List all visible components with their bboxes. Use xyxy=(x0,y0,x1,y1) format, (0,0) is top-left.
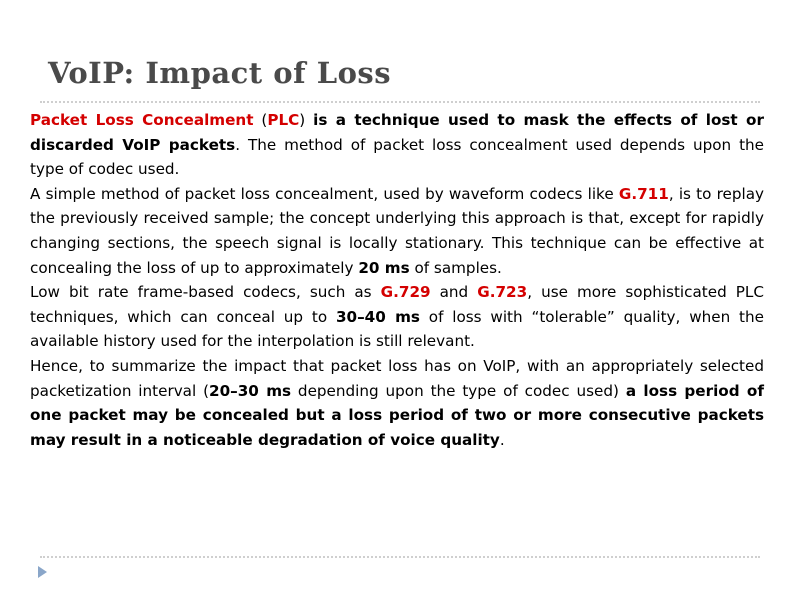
paragraph-summary xyxy=(30,354,764,452)
value-20-30ms: 20–30 ms xyxy=(209,381,292,400)
text-run: , use more sophisticated PLC techniques, which can conceal up to xyxy=(30,283,764,326)
text-run: Low bit rate frame-based codecs, such as xyxy=(30,283,381,302)
text-run: depending upon the type of codec used) xyxy=(291,381,626,400)
text-run: and xyxy=(430,283,478,302)
value-20ms: 20 ms xyxy=(358,258,410,277)
title-divider xyxy=(40,101,760,103)
term-g711: G.711 xyxy=(618,184,669,203)
term-plc: PLC xyxy=(267,111,300,129)
term-g723: G.723 xyxy=(477,283,528,302)
text-run: ( xyxy=(253,111,268,129)
text-run: , is to replay the previously received sample; the concept underlying this approach is that, except for rapidly changing sections, the speech signal is locally stationary. This technique can be effective at concealing the loss of up to approximately xyxy=(30,184,764,277)
term-packet-loss-concealment: Packet Loss Concealment xyxy=(30,111,254,129)
footer-divider xyxy=(40,556,760,558)
slide-title: VoIP: Impact of Loss xyxy=(48,56,392,90)
bold-conclusion: a loss period of one packet may be concealed but a loss period of two or more consecutive packets may result in a noticeable degradation of voice quality xyxy=(30,381,764,449)
term-g729: G.729 xyxy=(380,283,431,302)
text-run: of samples. xyxy=(409,258,502,277)
value-30-40ms: 30–40 ms xyxy=(335,307,420,326)
paragraph-waveform-codecs xyxy=(30,182,764,280)
triangle-bullet-icon xyxy=(38,566,47,578)
text-run: A simple method of packet loss concealment, used by waveform codecs like xyxy=(30,184,619,203)
text-run: ) xyxy=(299,111,314,129)
bold-definition: is a technique used to mask the effects of lost or discarded VoIP packets xyxy=(30,111,764,154)
text-run: Hence, to summarize the impact that packet loss has on VoIP, with an appropriately selected packetization interval ( xyxy=(30,356,764,400)
slide-body xyxy=(30,108,764,452)
text-run: of loss with “tolerable” quality, when the available history used for the interpolation is still relevant. xyxy=(30,307,764,351)
paragraph-plc-definition xyxy=(30,108,764,182)
text-run: . The method of packet loss concealment used depends upon the type of codec used. xyxy=(30,135,764,179)
paragraph-frame-based-codecs xyxy=(30,280,764,354)
text-run: . xyxy=(499,430,505,449)
